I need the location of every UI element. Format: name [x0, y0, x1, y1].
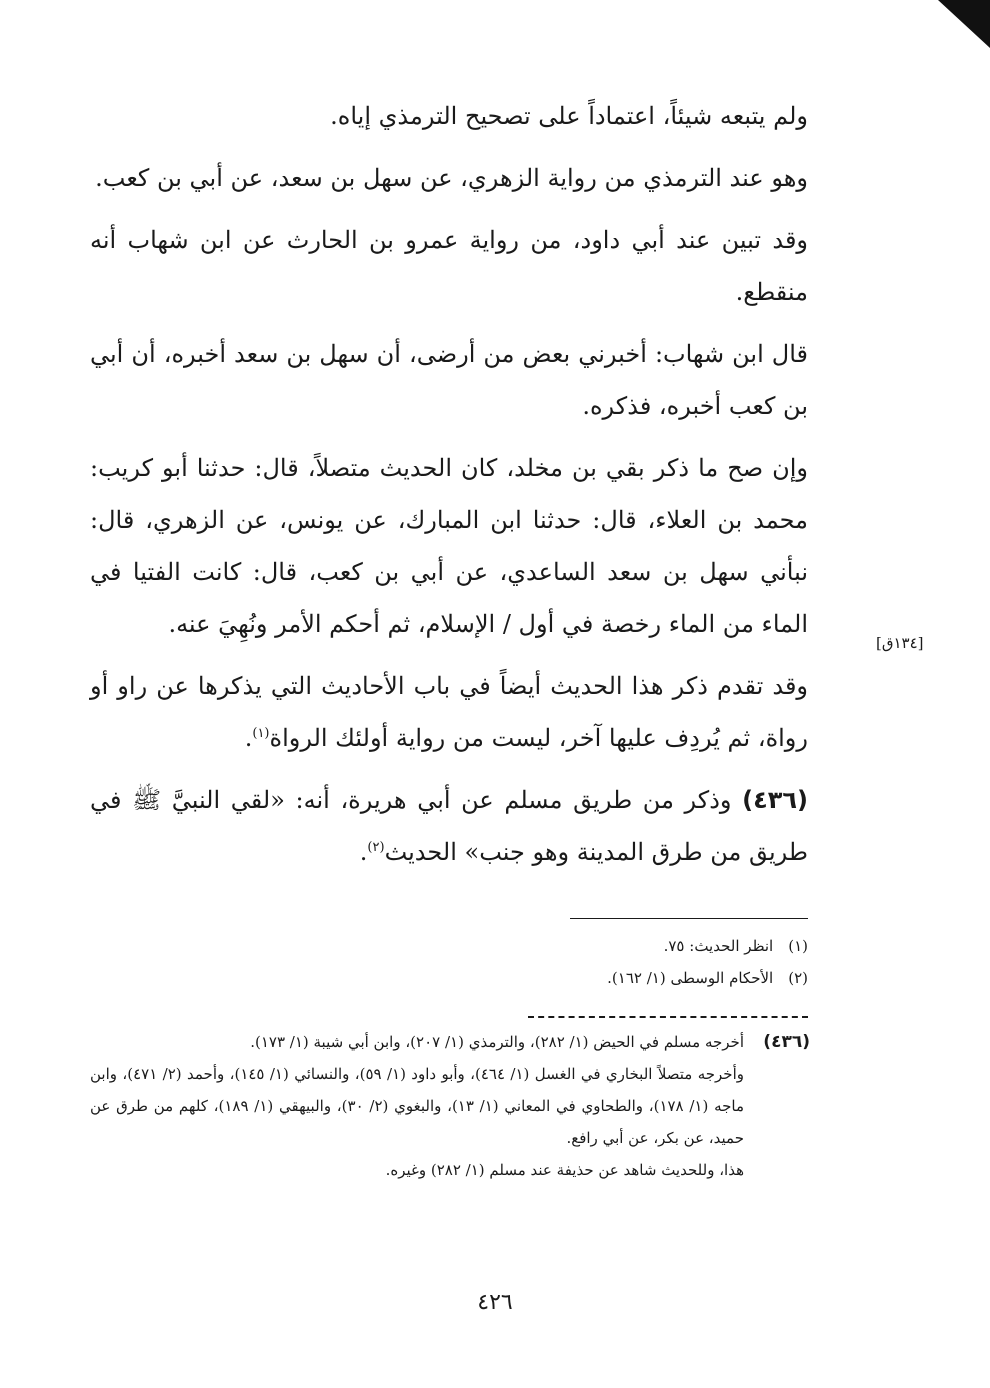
paragraph: وهو عند الترمذي من رواية الزهري، عن سهل بن سعد، عن أبي بن كعب.: [95, 164, 808, 192]
paragraph: [90, 660, 808, 764]
hadith-number: (٤٣٦): [742, 786, 809, 814]
footnote-separator: [570, 918, 808, 919]
footnote: [420, 962, 808, 994]
takhrij-section: [90, 1026, 810, 1186]
takhrij-separator: [528, 1016, 808, 1018]
paragraph: قال ابن شهاب: أخبرني بعض من أرضى، أن سهل بن سعد أخبره، أن أبي بن كعب أخبره، فذكره.: [90, 340, 808, 420]
footnote-text: انظر الحديث: ٧٥.: [663, 937, 774, 955]
paragraph-end: .: [359, 838, 368, 866]
hadith-paragraph: [90, 774, 808, 878]
paragraph-text: وذكر من طريق مسلم عن أبي هريرة، أنه: «لقي النبيَّ ﷺ في طريق من طرق المدينة وهو جنب» الحديث: [90, 786, 808, 866]
main-text: [90, 90, 808, 888]
footnote: [420, 930, 808, 962]
corner-triangle-mark: [928, 0, 990, 48]
takhrij-line: أخرجه مسلم في الحيض (١/ ٢٨٢)، والترمذي (١/ ٢٠٧)، وابن أبي شيبة (١/ ١٧٣).: [250, 1033, 744, 1051]
paragraph-end: .: [244, 724, 253, 752]
takhrij-line: هذا، وللحديث شاهد عن حذيفة عند مسلم (١/ ٢٨٢) وغيره.: [385, 1161, 744, 1179]
paragraph-text: وقد تقدم ذكر هذا الحديث أيضاً في باب الأحاديث التي يذكرها عن راو أو رواة، ثم يُردِف عليها آخر، ليست من رواية أولئك الرواة: [90, 672, 808, 752]
footnote-number: (٢): [788, 969, 808, 987]
takhrij-number: (٤٣٦): [763, 1032, 810, 1052]
takhrij-line: وأخرجه متصلاً البخاري في الغسل (١/ ٤٦٤)، وأبو داود (١/ ٥٩)، والنسائي (١/ ١٤٥)، وأحمد (٢/ ٤٧١)، وابن ماجه (١/ ١٧٨)، والطحاوي في المعاني (١/ ١٣)، والبغوي (٢/ ٣٠)، والبيهقي (١/ ١٨٩)، كلهم من طرق عن حميد، عن بكر، عن أبي رافع.: [90, 1065, 745, 1147]
footnotes: [420, 930, 808, 994]
paragraph: ولم يتبعه شيئاً، اعتماداً على تصحيح الترمذي إياه.: [330, 102, 808, 130]
footnote-ref: (٢): [367, 840, 385, 855]
paragraph: وقد تبين عند أبي داود، من رواية عمرو بن الحارث عن ابن شهاب أنه منقطع.: [90, 226, 808, 306]
manuscript-folio-note: [١٣٤ق]: [876, 634, 924, 652]
footnote-text: الأحكام الوسطى (١/ ١٦٢).: [607, 969, 774, 987]
footnote-number: (١): [788, 937, 808, 955]
paragraph: وإن صح ما ذكر بقي بن مخلد، كان الحديث متصلاً، قال: حدثنا أبو كريب: محمد بن العلاء، قال: حدثنا ابن المبارك، عن يونس، عن الزهري، قال: نبأني سهل بن سعد الساعدي، عن أبي بن كعب، قال: كانت الفتيا في الماء من الماء رخصة في أول / الإسلام، ثم أحكم الأمر ونُهِيَ عنه.: [90, 454, 808, 638]
page-number: ٤٢٦: [477, 1290, 513, 1315]
footnote-ref: (١): [252, 726, 270, 741]
